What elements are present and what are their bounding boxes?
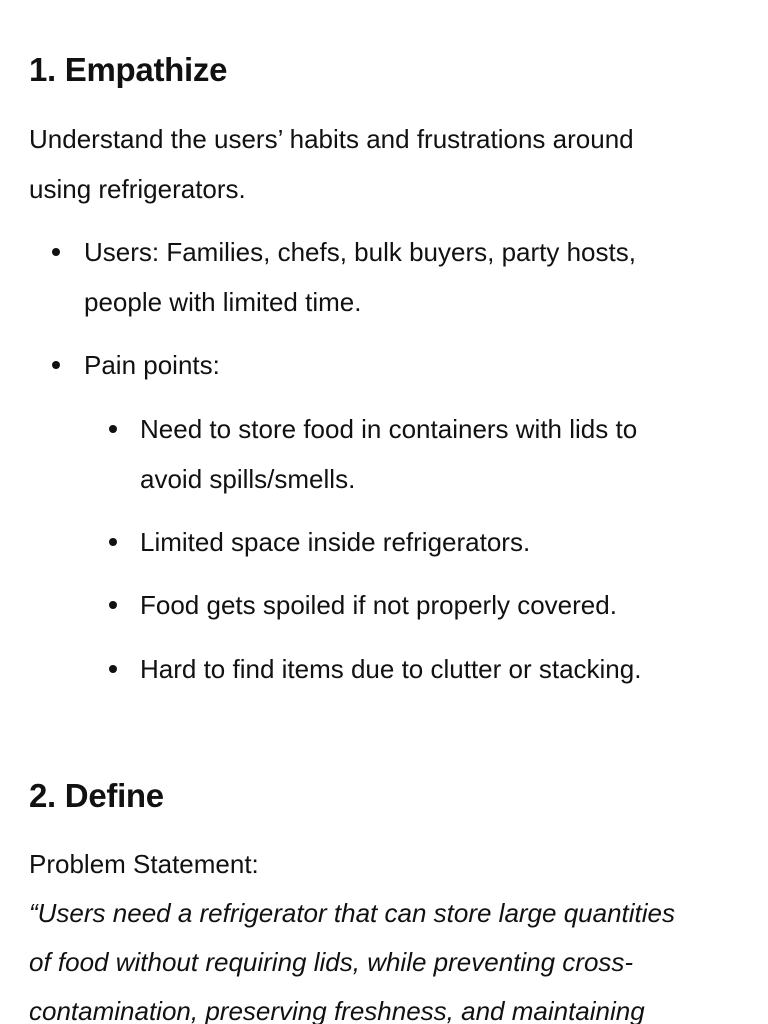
pain-point-1-line-1: Need to store food in containers with lids to [140, 414, 638, 444]
problem-statement-line-1: “Users need a refrigerator that can store large quantities [29, 898, 676, 928]
users-bullet-line-1: Users: Families, chefs, bulk buyers, party hosts, [84, 237, 636, 267]
problem-statement-label: Problem Statement: [29, 849, 259, 879]
pain-points-bullet: Pain points: [84, 350, 220, 380]
pain-point-3: Food gets spoiled if not properly covered. [140, 590, 617, 620]
sub-bullet-dot [109, 538, 117, 546]
sub-bullet-dot [109, 425, 117, 433]
sub-bullet-dot [109, 665, 117, 673]
users-bullet-line-2: people with limited time. [84, 287, 362, 317]
section-heading-define: 2. Define [29, 777, 164, 814]
intro-text-line-1: Understand the users’ habits and frustrations around [29, 124, 634, 154]
bullet-dot [52, 248, 60, 256]
bullet-dot [52, 361, 60, 369]
section-heading-empathize: 1. Empathize [29, 51, 228, 88]
pain-point-4: Hard to find items due to clutter or stacking. [140, 654, 642, 684]
pain-point-2: Limited space inside refrigerators. [140, 527, 531, 557]
sub-bullet-dot [109, 601, 117, 609]
problem-statement-line-2: of food without requiring lids, while preventing cross- [29, 947, 634, 977]
intro-text-line-2: using refrigerators. [29, 174, 246, 204]
problem-statement-line-3: contamination, preserving freshness, and maintaining [29, 996, 645, 1024]
pain-point-1-line-2: avoid spills/smells. [140, 464, 356, 494]
